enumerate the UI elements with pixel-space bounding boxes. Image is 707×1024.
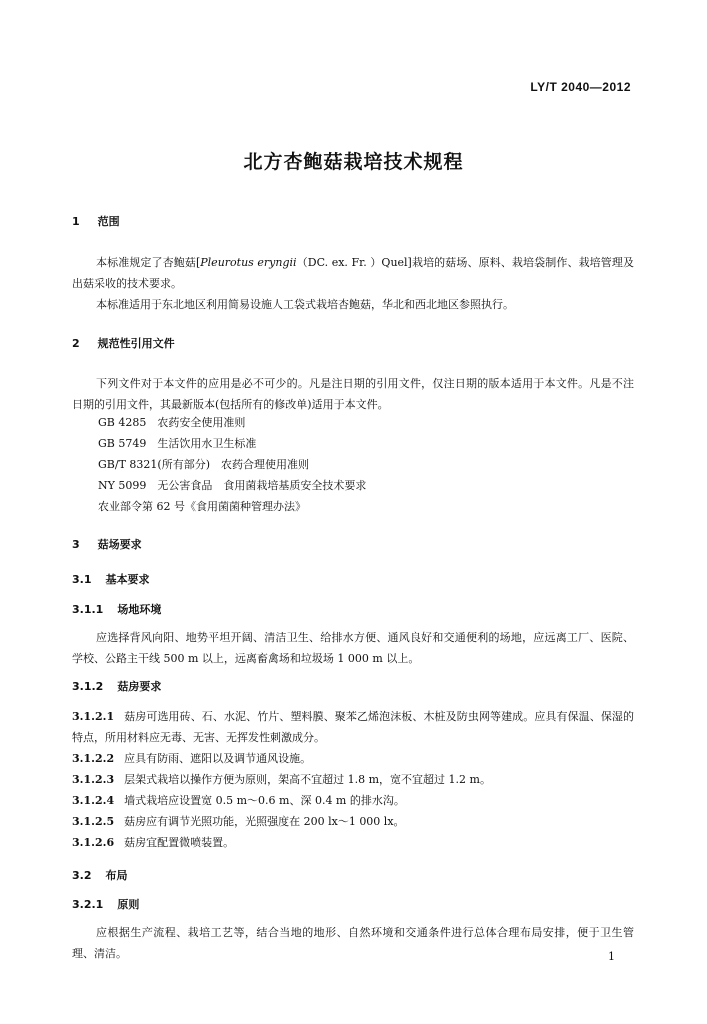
section-1-paragraph-2: 本标准适用于东北地区利用简易设施人工袋式栽培杏鲍菇，华北和西北地区参照执行。 xyxy=(96,298,514,311)
section-number: 3.2 xyxy=(72,869,92,882)
clause-number: 3.1.2.2 xyxy=(72,752,115,765)
subsection-3-1-1-heading xyxy=(72,601,161,617)
section-number: 2 xyxy=(72,337,80,350)
clause-item: 3.1.2.2 应具有防雨、遮阳以及调节通风设施。 xyxy=(72,752,312,765)
section-1-paragraph-1: 本标准规定了杏鲍菇[Pleurotus eryngii（DC. ex. Fr. ）Quel]栽培的菇场、原料、栽培袋制作、栽培管理及出菇采收的技术要求。 xyxy=(72,256,635,290)
clause-item: 3.1.2.5 菇房应有调节光照功能，光照强度在 200 lx～1 000 lx。 xyxy=(72,815,405,828)
clause-item: 3.1.2.3 层架式栽培以操作方便为原则，架高不宜超过 1.8 m，宽不宜超过 1.2 m。 xyxy=(72,773,491,786)
clause-number: 3.1.2.6 xyxy=(72,836,115,849)
section-title: 场地环境 xyxy=(117,603,162,616)
clause-item: 3.1.2.6 菇房宜配置微喷装置。 xyxy=(72,836,235,849)
section-2-heading xyxy=(72,335,175,351)
section-3-heading xyxy=(72,536,142,552)
section-title: 原则 xyxy=(117,898,140,911)
clause-item: 3.1.2.1 菇房可选用砖、石、水泥、竹片、塑料膜、聚苯乙烯泡沫板、木桩及防虫网等建成。应具有保温、保湿的特点，所用材料应无毒、无害、无挥发性刺激成分。 xyxy=(72,710,634,744)
section-number: 3.2.1 xyxy=(72,898,104,911)
section-title: 基本要求 xyxy=(105,573,150,586)
page-number: 1 xyxy=(608,950,615,963)
section-title: 规范性引用文件 xyxy=(97,337,175,350)
subsection-3-1-1-paragraph: 应选择背风向阳、地势平坦开阔、清洁卫生、给排水方便、通风良好和交通便利的场地，应远离工厂、医院、学校、公路主干线 500 m 以上，远离畜禽场和垃圾场 1 000 m 以上。 xyxy=(72,631,634,665)
subsection-3-2-heading xyxy=(72,867,128,883)
subsection-3-1-2-heading xyxy=(72,678,161,694)
clause-number: 3.1.2.3 xyxy=(72,773,115,786)
section-number: 3 xyxy=(72,538,80,551)
section-1-heading xyxy=(72,213,120,229)
section-title: 布局 xyxy=(105,869,128,882)
clause-item: 3.1.2.4 墙式栽培应设置宽 0.5 m～0.6 m、深 0.4 m 的排水沟。 xyxy=(72,794,405,807)
latin-name: Pleurotus eryngii xyxy=(200,256,297,269)
section-number: 3.1.2 xyxy=(72,680,104,693)
subsection-3-2-1-heading xyxy=(72,896,139,912)
subsection-3-1-heading xyxy=(72,571,150,587)
reference-item: NY 5099 无公害食品 食用菌栽培基质安全技术要求 xyxy=(98,479,367,492)
section-title: 菇房要求 xyxy=(117,680,162,693)
reference-item: GB 5749 生活饮用水卫生标准 xyxy=(98,437,257,450)
clause-number: 3.1.2.1 xyxy=(72,710,115,723)
clause-number: 3.1.2.5 xyxy=(72,815,115,828)
subsection-3-2-1-paragraph: 应根据生产流程、栽培工艺等，结合当地的地形、自然环境和交通条件进行总体合理布局安排，便于卫生管理、清洁。 xyxy=(72,926,634,960)
reference-item: 农业部令第 62 号《食用菌菌种管理办法》 xyxy=(98,500,306,513)
section-title: 菇场要求 xyxy=(97,538,142,551)
standard-code: LY/T 2040—2012 xyxy=(530,80,631,94)
reference-item: GB 4285 农药安全使用准则 xyxy=(98,416,246,429)
section-number: 1 xyxy=(72,215,80,228)
reference-item: GB/T 8321(所有部分) 农药合理使用准则 xyxy=(98,458,309,471)
section-title: 范围 xyxy=(97,215,120,228)
document-title: 北方杏鲍菇栽培技术规程 xyxy=(243,151,464,173)
section-2-paragraph-1: 下列文件对于本文件的应用是必不可少的。凡是注日期的引用文件，仅注日期的版本适用于本文件。凡是不注日期的引用文件，其最新版本(包括所有的修改单)适用于本文件。 xyxy=(72,377,634,411)
section-number: 3.1 xyxy=(72,573,92,586)
clause-number: 3.1.2.4 xyxy=(72,794,115,807)
section-number: 3.1.1 xyxy=(72,603,104,616)
